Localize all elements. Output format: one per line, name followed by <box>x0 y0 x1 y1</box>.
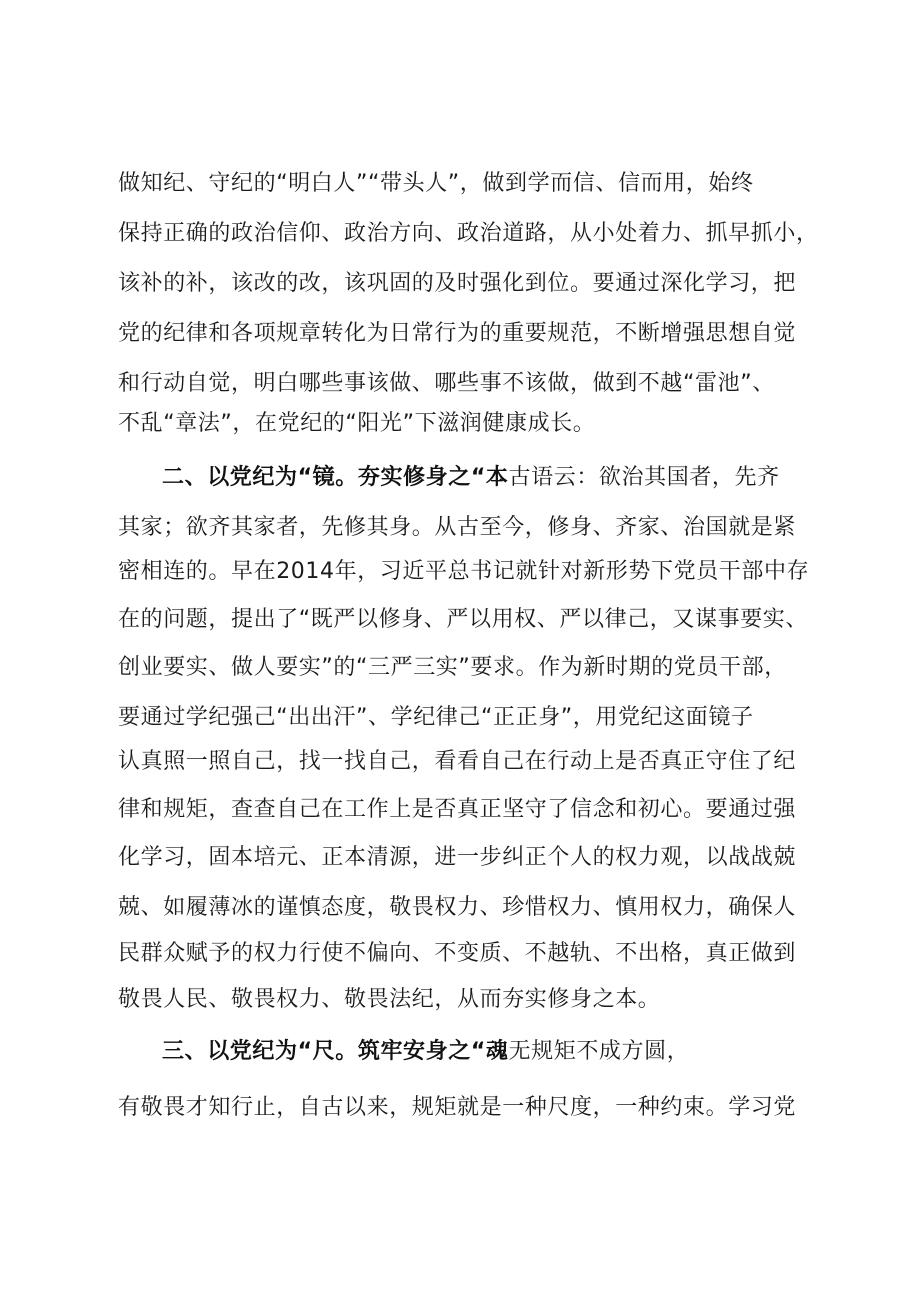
section2-line-11: 敬畏人民、敬畏权力、敬畏法纪，从而夯实修身之本。 <box>118 987 661 1012</box>
section3-first-line-text: 无规矩不成方圆， <box>508 1039 690 1064</box>
section2-first-line-text: 古语云：欲治其国者，先齐 <box>508 465 780 490</box>
section2-line-10: 民群众赋予的权力行使不偏向、不变质、不越轨、不出格，真正做到 <box>118 941 797 966</box>
section2-line-1: 其家；欲齐其家者，先修其身。从古至今，修身、齐家、治国就是紧 <box>118 515 797 540</box>
section2-line-2: 密相连的。早在2014年，习近平总书记就针对新形势下党员干部中存 <box>118 559 810 584</box>
paragraph1-line-2: 保持正确的政治信仰、政治方向、政治道路，从小处着力、抓早抓小， <box>118 221 819 246</box>
section2-line-3: 在的问题，提出了“既严以修身、严以用权、严以律己，又谋事要实、 <box>118 607 808 632</box>
paragraph1-line-1: 做知纪、守纪的“明白人”“带头人”，做到学而信、信而用，始终 <box>118 171 754 196</box>
paragraph1-line-3: 该补的补，该改的改，该巩固的及时强化到位。要通过深化学习，把 <box>118 271 797 296</box>
section3-line-1: 有敬畏才知行止，自古以来，规矩就是一种尺度，一种约束。学习党 <box>118 1095 797 1120</box>
section2-line-4: 创业要实、做人要实”的“三严三实”要求。作为新时期的党员干部， <box>118 655 787 680</box>
section2-line-5: 要通过学纪强己“出出汗”、学纪律己“正正身”，用党纪这面镜子 <box>118 705 754 730</box>
section2-first-line <box>162 458 780 498</box>
paragraph1-line-4: 党的纪律和各项规章转化为日常行为的重要规范，不断增强思想自觉 <box>118 321 797 346</box>
section2-line-7: 律和规矩，查查自己在工作上是否真正坚守了信念和初心。要通过强 <box>118 797 797 822</box>
section2-line-6: 认真照一照自己，找一找自己，看看自己在行动上是否真正守住了纪 <box>118 749 797 774</box>
section3-first-line <box>162 1032 689 1072</box>
section2-heading: 二、以党纪为“镜。夯实修身之“本 <box>162 465 509 490</box>
paragraph1-line-5: 和行动自觉，明白哪些事该做、哪些事不该做，做到不越“雷池”、 <box>118 371 775 396</box>
section2-line-9: 兢、如履薄冰的谨慎态度，敬畏权力、珍惜权力、慎用权力，确保人 <box>118 895 797 920</box>
paragraph1-line-6: 不乱“章法”，在党纪的“阳光”下滋润健康成长。 <box>118 411 596 436</box>
section3-heading: 三、以党纪为“尺。筑牢安身之“魂 <box>162 1039 509 1064</box>
section2-line-8: 化学习，固本培元、正本清源，进一步纠正个人的权力观，以战战兢 <box>118 845 797 870</box>
